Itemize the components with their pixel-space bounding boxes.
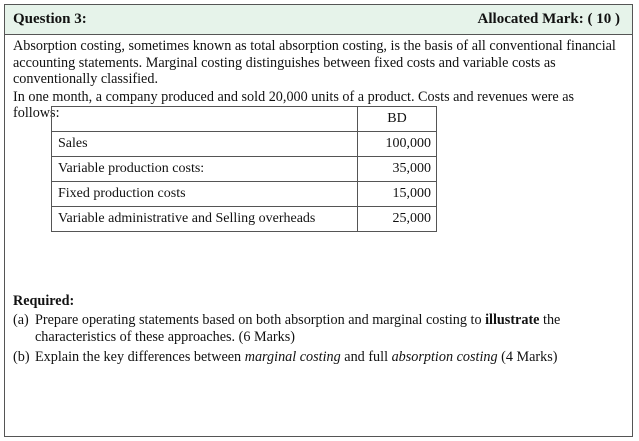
requirement-a [13,312,624,346]
requirement-b-text-end: (4 Marks) [497,349,558,365]
row-value: 100,000 [358,132,437,157]
requirement-a-marker: (a) [13,312,29,328]
requirement-a-text: Prepare operating statements based on both absorption and marginal costing to [35,312,486,328]
required-title: Required: [13,293,75,309]
intro-paragraph: Absorption costing, sometimes known as total absorption costing, is the basis of all conventional financial accounting statements. Marginal costing distinguishes between fixed costs and variable costs as conventionally classified. [13,38,616,87]
required-section [13,293,624,369]
question-number: Question 3: [13,11,87,27]
row-value: 25,000 [358,207,437,232]
table-row [52,157,437,182]
requirement-b-italic-2: absorption costing [391,349,498,365]
requirement-b-text: Explain the key differences between [35,349,245,365]
table-header-empty [52,107,358,132]
currency-header: BD [358,107,437,132]
requirement-b [13,349,624,366]
row-label: Variable administrative and Selling overheads [52,207,358,232]
scenario-paragraph: In one month, a company produced and sold 20,000 units of a product. Costs and revenues were as follows: [13,88,575,121]
row-value: 35,000 [358,157,437,182]
table-row [52,182,437,207]
cost-table [51,106,437,232]
row-label: Sales [52,132,358,157]
row-value: 15,000 [358,182,437,207]
requirement-b-italic-1: marginal costing [244,349,341,365]
row-label: Fixed production costs [52,182,358,207]
requirement-a-bold: illustrate [485,312,540,328]
question-card [4,4,633,437]
table-row [52,132,437,157]
allocated-mark: Allocated Mark: ( 10 ) [477,11,620,27]
requirement-a-text-end: the characteristics of these approaches. (6 Marks) [35,312,561,345]
table-row [52,207,437,232]
question-header [5,5,632,35]
requirement-b-text-middle: and full [340,349,392,365]
requirement-b-marker: (b) [13,349,30,365]
table-header-row [52,107,437,132]
row-label: Variable production costs: [52,157,358,182]
